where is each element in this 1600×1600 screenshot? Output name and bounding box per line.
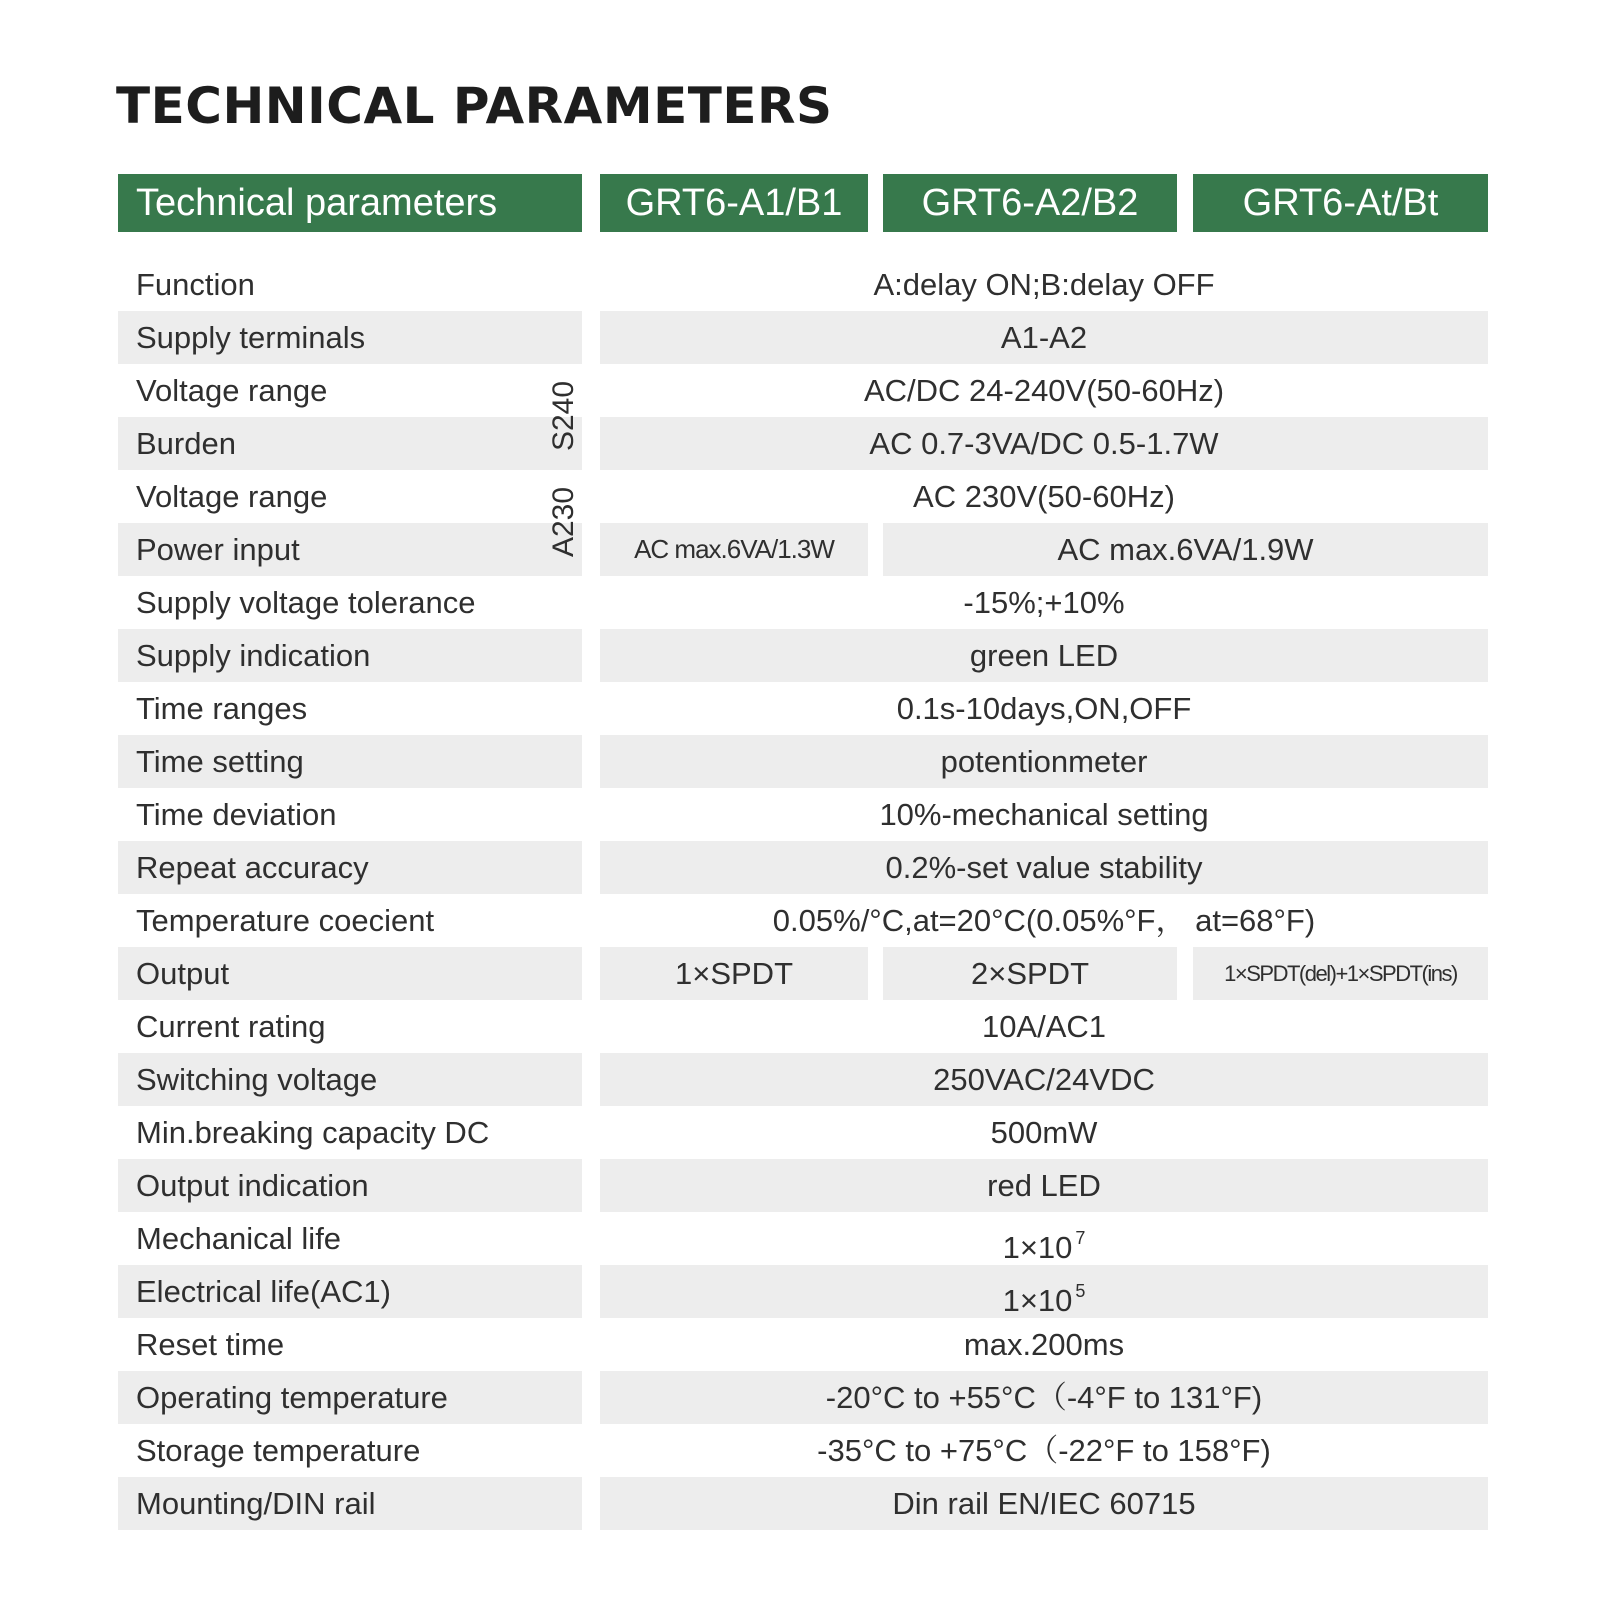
row-value: A1-A2 bbox=[1000, 320, 1088, 355]
group-label-text: S240 bbox=[547, 380, 581, 452]
row-label: Time ranges bbox=[136, 691, 308, 726]
header-model-a1-b1 bbox=[600, 174, 868, 232]
row-value: 2×SPDT bbox=[970, 956, 1090, 991]
row-label: Voltage range bbox=[136, 479, 328, 514]
row-label: Supply terminals bbox=[136, 320, 366, 355]
row-label: Time deviation bbox=[136, 797, 337, 832]
row-value: AC 230V(50-60Hz) bbox=[913, 479, 1175, 514]
row-label: Min.breaking capacity DC bbox=[136, 1115, 490, 1150]
row-value: Din rail EN/IEC 60715 bbox=[892, 1486, 1196, 1521]
row-label: Burden bbox=[136, 426, 236, 461]
row-value-exponent: 7 bbox=[1075, 1228, 1086, 1248]
header-model-a2-b2 bbox=[883, 174, 1177, 232]
row-label: Time setting bbox=[136, 744, 304, 779]
row-label: Repeat accuracy bbox=[136, 850, 369, 885]
header-technical-parameters bbox=[118, 174, 582, 232]
row-value: red LED bbox=[987, 1168, 1101, 1203]
row-value: AC 0.7-3VA/DC 0.5-1.7W bbox=[869, 426, 1219, 461]
row-value: 1×SPDT(del)+1×SPDT(ins) bbox=[1224, 961, 1457, 986]
row-label: Current rating bbox=[136, 1009, 326, 1044]
row-label: Mounting/DIN rail bbox=[136, 1486, 376, 1521]
row-label: Voltage range bbox=[136, 373, 328, 408]
row-label: Output indication bbox=[136, 1168, 369, 1203]
group-label-text: A230 bbox=[547, 486, 581, 558]
row-value-base: 1×10 bbox=[1002, 1283, 1073, 1318]
row-value: 1×SPDT bbox=[674, 956, 794, 991]
group-label-a230 bbox=[542, 472, 586, 572]
page-title: TECHNICAL PARAMETERS bbox=[116, 77, 833, 135]
row-value: 0.1s-10days,ON,OFF bbox=[896, 691, 1192, 726]
row-value: 500mW bbox=[990, 1115, 1098, 1150]
row-label: Supply voltage tolerance bbox=[136, 585, 476, 620]
row-label: Output bbox=[136, 956, 230, 991]
row-value: -20°C to +55°C（-4°F to 131°F) bbox=[825, 1380, 1263, 1415]
row-label: Function bbox=[136, 267, 255, 302]
row-value: max.200ms bbox=[963, 1327, 1125, 1362]
row-value-base: 1×10 bbox=[1002, 1230, 1073, 1265]
row-value-exponent: 5 bbox=[1075, 1281, 1086, 1301]
row-value: 10A/AC1 bbox=[981, 1009, 1107, 1044]
header-model-label: GRT6-At/Bt bbox=[1242, 181, 1439, 224]
row-label: Operating temperature bbox=[136, 1380, 448, 1415]
row-label: Switching voltage bbox=[136, 1062, 378, 1097]
row-label: Temperature coecient bbox=[136, 903, 435, 938]
row-label: Storage temperature bbox=[136, 1433, 421, 1468]
row-value: 0.05%/°C,at=20°C(0.05%°F， at=68°F) bbox=[772, 903, 1316, 938]
row-value: AC max.6VA/1.3W bbox=[634, 534, 834, 564]
row-value: AC/DC 24-240V(50-60Hz) bbox=[863, 373, 1225, 408]
row-value bbox=[600, 1265, 1488, 1318]
row-value bbox=[600, 1212, 1488, 1265]
row-value: 0.2%-set value stability bbox=[885, 850, 1203, 885]
row-value: 250VAC/24VDC bbox=[933, 1062, 1155, 1097]
header-model-label: GRT6-A2/B2 bbox=[921, 181, 1139, 224]
row-label: Power input bbox=[136, 532, 300, 567]
header-model-label: GRT6-A1/B1 bbox=[625, 181, 843, 224]
row-value: -35°C to +75°C（-22°F to 158°F) bbox=[817, 1433, 1271, 1468]
group-label-s240 bbox=[542, 366, 586, 466]
row-value: 10%-mechanical setting bbox=[879, 797, 1209, 832]
row-label: Supply indication bbox=[136, 638, 371, 673]
header-label: Technical parameters bbox=[136, 181, 498, 224]
row-label: Electrical life(AC1) bbox=[136, 1274, 391, 1309]
row-value: green LED bbox=[969, 638, 1119, 673]
row-value: AC max.6VA/1.9W bbox=[1057, 532, 1314, 567]
row-value: -15%;+10% bbox=[963, 585, 1125, 620]
row-value: potentionmeter bbox=[940, 744, 1148, 779]
row-label: Reset time bbox=[136, 1327, 285, 1362]
header-model-at-bt bbox=[1193, 174, 1488, 232]
row-value: A:delay ON;B:delay OFF bbox=[873, 267, 1215, 302]
row-label: Mechanical life bbox=[136, 1221, 342, 1256]
